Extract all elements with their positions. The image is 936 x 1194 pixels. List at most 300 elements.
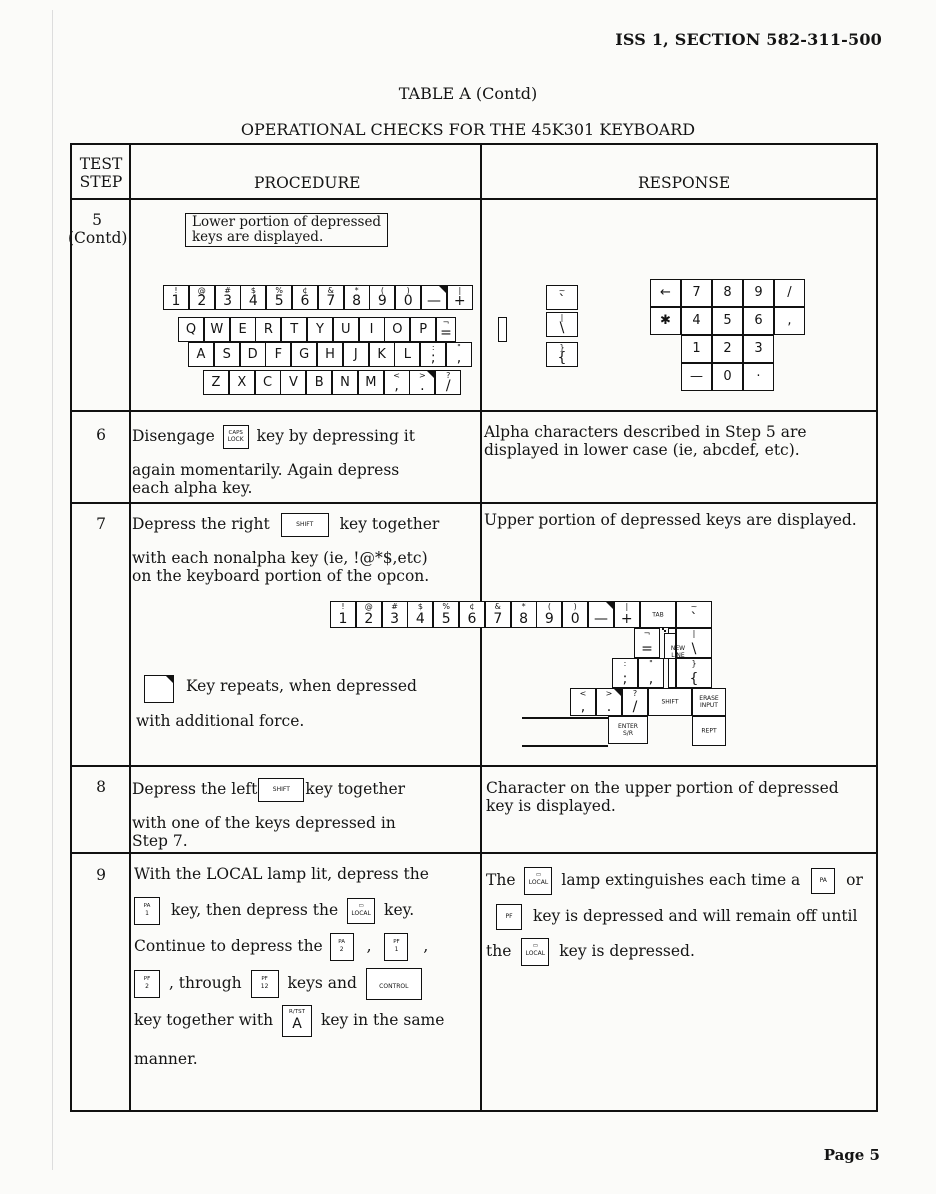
step7-shift-key-label: SHIFT: [661, 698, 679, 706]
step9-procedure-line6: manner.: [134, 1050, 198, 1068]
step7-erase-input-key: [692, 688, 726, 716]
key-a-label: A: [196, 346, 206, 362]
numpad-key-r0-c3: [743, 279, 774, 307]
key-l-label: L: [403, 346, 412, 362]
step7-lt-key-upper: <: [579, 689, 587, 698]
key-p: [410, 317, 436, 342]
step9-response-line2: [496, 901, 857, 931]
key-punct-r3-1-lower: ,: [456, 350, 462, 366]
key-j: [343, 342, 369, 367]
step7-tilde-key-upper: ~: [690, 602, 698, 611]
key-1-lower: 1: [171, 293, 181, 309]
key-8-upper: *: [354, 286, 359, 295]
table-subtitle: OPERATIONAL CHECKS FOR THE 45K301 KEYBOARD: [240, 120, 696, 139]
step7-key-10-upper: ): [573, 602, 577, 611]
step7-key-4: [407, 601, 433, 628]
caps-lock-key-top: CAPS: [228, 430, 243, 436]
key-3: [215, 285, 241, 310]
key-punct-r3-1-upper: ": [457, 343, 461, 352]
key-8-lower: 8: [352, 293, 362, 309]
key-brace-lower: {: [557, 350, 567, 366]
pf2-key-top: PF: [143, 976, 151, 982]
step9-procedure-line5: [134, 1005, 444, 1037]
step8-response: Character on the upper portion of depressed key is displayed.: [486, 779, 839, 815]
col-header-step: TEST STEP: [79, 155, 123, 191]
key-punct-r4-1: [409, 370, 435, 395]
numpad-key-r0-c2-label: 8: [723, 285, 732, 300]
step7-lt-key-lower: ,: [580, 699, 586, 715]
step7-key-7: [485, 601, 511, 628]
key-punct-r4-2-lower: /: [445, 378, 451, 394]
step7-key-6-lower: 6: [467, 611, 477, 627]
numpad-key-r2-c1: [681, 335, 712, 363]
numpad-key-r1-c1: [681, 307, 712, 335]
step9-response-line1: [486, 865, 863, 895]
col-header-procedure: PROCEDURE: [254, 174, 361, 192]
pf1-key-icon: [384, 933, 408, 961]
step7-colon-key-lower: ;: [622, 671, 628, 687]
key-9: [369, 285, 395, 310]
step6-text-before: Disengage: [132, 427, 215, 445]
step8-procedure-rest: with one of the keys depressed in Step 7.: [132, 814, 396, 850]
key-t: [281, 317, 307, 342]
numpad-key-r2-c3: [743, 335, 774, 363]
resp-pa-key-label: PA: [819, 877, 827, 884]
numpad-key-r3-c1-label: —: [690, 369, 703, 384]
table-title: TABLE A (Contd): [398, 84, 538, 103]
operational-checks-table: [70, 143, 878, 1112]
step7-question-key-upper: ?: [632, 689, 638, 698]
pa2-key-bottom: 2: [339, 946, 344, 953]
step7-key-10: [562, 601, 588, 628]
numpad-key-r1-c0-label: ✱: [660, 313, 671, 328]
key-punct-r3-0: [420, 342, 446, 367]
key-i-label: I: [369, 321, 374, 337]
resp-line3-the: the: [486, 942, 512, 960]
key-e: [230, 317, 256, 342]
step7-key-4-upper: $: [417, 602, 423, 611]
step9-procedure-line3: [134, 931, 428, 961]
numpad-key-r0-c1-label: 7: [692, 285, 701, 300]
key-x: [229, 370, 255, 395]
step7-rept-key-label: REPT: [701, 727, 717, 735]
key-v-label: V: [288, 374, 298, 390]
key-z-label: Z: [211, 374, 221, 390]
key-4-lower: 4: [248, 293, 258, 309]
pf12-key-top: PF: [261, 976, 268, 982]
step7-quote-key-upper: ": [649, 659, 653, 668]
key-d-label: D: [247, 346, 258, 362]
step7-key-8-upper: *: [521, 602, 526, 611]
key-u-label: U: [341, 321, 351, 337]
key-g: [291, 342, 317, 367]
step7-key-9-upper: (: [547, 602, 551, 611]
key-10-lower: 0: [403, 293, 413, 309]
step-number-7: 7: [96, 515, 106, 533]
numpad-key-r0-c0: [650, 279, 681, 307]
step7-brace-key: [676, 658, 712, 688]
step7-colon-key: [612, 658, 638, 688]
key-u: [333, 317, 359, 342]
key-tilde: [546, 285, 578, 310]
resp-pf-key-label: PF: [505, 913, 513, 920]
key-punct-r4-0: [384, 370, 410, 395]
step6-text-after: key by depressing it: [256, 427, 415, 445]
key-i: [359, 317, 385, 342]
col-header-response: RESPONSE: [638, 174, 731, 192]
key-t-label: T: [290, 321, 299, 337]
step-number-5: 5 (Contd): [68, 211, 128, 247]
key-6: [292, 285, 318, 310]
pf1-key-top: PF: [393, 939, 400, 945]
step7-quote-key: [638, 658, 664, 688]
key-punct-r4-0-upper: <: [393, 371, 400, 380]
control-key-icon: [366, 968, 422, 1000]
key-d: [240, 342, 266, 367]
key-y-label: Y: [316, 321, 324, 337]
step7-quote-key-lower: ,: [648, 671, 654, 687]
step6-procedure-line1: [132, 425, 415, 449]
step7-tab-key: [640, 601, 676, 628]
step7-key-7-lower: 7: [493, 611, 503, 627]
key-12-lower: +: [453, 293, 466, 309]
resp-local-lamp-icon: ▭: [532, 943, 538, 949]
step7-key-1-upper: !: [341, 602, 345, 611]
step7-gt-key-upper: >: [605, 689, 613, 698]
key-12: [447, 285, 473, 310]
step7-erase-input-key-label: ERASE INPUT: [699, 695, 719, 709]
key-10: [395, 285, 421, 310]
row-rule-8: [72, 852, 876, 854]
local-key-icon: [347, 898, 375, 924]
step7-key-2-upper: @: [364, 602, 373, 611]
key-backslash-lower: \: [559, 320, 565, 336]
key-r: [255, 317, 281, 342]
key-s-label: S: [222, 346, 231, 362]
key-7-upper: &: [327, 286, 334, 295]
right-shift-key-icon: [281, 513, 329, 537]
repeat-legend-line1: Key repeats, when depressed: [186, 677, 417, 695]
step7-key-11: [588, 601, 614, 628]
step9-text-continue: Continue to depress the: [134, 937, 323, 955]
key-n-label: N: [340, 374, 350, 390]
step7-question-key-lower: /: [632, 699, 638, 715]
numpad-key-r1-c2-label: 5: [723, 313, 732, 328]
numpad-key-r3-c3-label: ·: [756, 369, 761, 384]
step7-procedure-line1: [132, 513, 439, 537]
pf12-key-bottom: 12: [260, 983, 269, 990]
step7-gap-key: [664, 630, 666, 632]
numpad-key-r1-c4: [774, 307, 805, 335]
resp-local-key-label: LOCAL: [525, 950, 546, 957]
step7-key-4-lower: 4: [415, 611, 425, 627]
key-n: [332, 370, 358, 395]
caps-lock-key-icon: [223, 425, 249, 449]
step9-text-same: key in the same: [320, 1011, 445, 1029]
key-s: [214, 342, 240, 367]
key-v: [280, 370, 306, 395]
key-7: [318, 285, 344, 310]
numpad-key-r1-c4-label: ,: [787, 313, 792, 328]
step7-equals-key-lower: =: [641, 641, 653, 657]
key-punct-r3-0-lower: ;: [430, 350, 436, 366]
step7-key-6: [459, 601, 485, 628]
key-tilde-upper: ~: [558, 286, 566, 295]
step7-tilde-key: [676, 601, 712, 628]
key-punct-r3-0-upper: :: [431, 343, 435, 352]
step7-brace-key-upper: }: [691, 659, 697, 668]
step9-procedure-line4: [134, 968, 422, 1000]
key-h-label: H: [325, 346, 335, 362]
step7-key-5-upper: %: [442, 602, 450, 611]
key-o: [384, 317, 410, 342]
key-3-upper: #: [224, 286, 231, 295]
key-blank-r2: [498, 317, 507, 342]
key-k: [369, 342, 395, 367]
key-9-upper: (: [380, 286, 384, 295]
step7-lt-key: [570, 688, 596, 716]
numpad-key-r0-c4: [774, 279, 805, 307]
key-backslash: [546, 312, 578, 337]
step8-text-after: key together: [305, 780, 406, 798]
step7-text-before: Depress the right: [132, 515, 270, 533]
step7-key-5: [433, 601, 459, 628]
numpad-key-r3-c3: [743, 363, 774, 391]
step7-enter-key: [608, 716, 648, 744]
pa2-key-top: PA: [338, 939, 346, 945]
repeat-key-legend-icon: [144, 675, 174, 703]
step9-text-keys-and: keys and: [287, 974, 357, 992]
step7-equals-key: [634, 628, 660, 658]
row-rule-7: [72, 765, 876, 767]
key-e-label: E: [238, 321, 247, 337]
key-10-upper: ): [406, 286, 410, 295]
left-shift-key-icon: [258, 778, 304, 802]
step7-key-10-lower: 0: [570, 611, 580, 627]
key-punct-r3-1: [446, 342, 472, 367]
numpad-key-r0-c2: [712, 279, 743, 307]
page-number: Page 5: [823, 1146, 880, 1164]
numpad-key-r0-c3-label: 9: [754, 285, 763, 300]
key-11: [421, 285, 447, 310]
key-z: [203, 370, 229, 395]
step9-text-through: , through: [168, 974, 242, 992]
key-11-lower: —: [427, 293, 441, 309]
key-p-label: P: [419, 321, 428, 337]
resp-line3-end: key is depressed.: [559, 942, 695, 960]
key-5: [266, 285, 292, 310]
pf12-key-icon: [251, 970, 279, 998]
step7-key-3-lower: 3: [390, 611, 400, 627]
comma-1: ,: [366, 937, 372, 955]
row-rule-5: [72, 410, 876, 412]
step9-text-key-end: key.: [384, 901, 415, 919]
key-x-label: X: [237, 374, 247, 390]
step9-text-key-together: key together with: [134, 1011, 274, 1029]
local-lamp-symbol-icon: ▭: [535, 872, 542, 878]
key-equals-upper: ¬: [442, 318, 450, 327]
key-f-label: F: [274, 346, 283, 362]
step7-backslash-key-upper: |: [692, 629, 696, 638]
step7-key-11-lower: —: [594, 611, 608, 627]
comma-2: ,: [423, 937, 429, 955]
step7-equals-key-upper: ¬: [643, 629, 651, 638]
local-lamp-icon: ▭: [358, 903, 364, 909]
step7-key-2: [356, 601, 382, 628]
step7-key-7-upper: &: [494, 602, 501, 611]
resp-the: The: [486, 871, 516, 889]
step7-spacebar-edge: [522, 717, 608, 719]
key-c: [255, 370, 281, 395]
key-1: [163, 285, 189, 310]
key-punct-r4-0-lower: ,: [394, 378, 399, 394]
key-12-upper: |: [458, 286, 462, 295]
key-2-lower: 2: [197, 293, 207, 309]
key-r-label: R: [263, 321, 273, 337]
pa1-key-bottom: 1: [145, 910, 149, 917]
section-header: ISS 1, SECTION 582-311-500: [615, 30, 882, 49]
step7-question-key: [622, 688, 648, 716]
local-key-label: LOCAL: [351, 910, 371, 917]
key-9-lower: 9: [377, 293, 387, 309]
step8-procedure-line1: [132, 778, 405, 802]
step7-tab-key-label: TAB: [652, 611, 664, 618]
control-key-label: CONTROL: [379, 983, 409, 990]
row-rule-6: [72, 502, 876, 504]
key-8: [344, 285, 370, 310]
step7-gt-key: [596, 688, 622, 716]
key-g-label: G: [299, 346, 310, 362]
repeat-legend-line2: with additional force.: [136, 712, 305, 730]
step7-rept-key: [692, 716, 726, 746]
step8-text-before: Depress the left: [132, 780, 258, 798]
step7-colon-key-upper: :: [623, 659, 627, 668]
numpad-key-r0-c4-label: /: [787, 285, 792, 300]
numpad-key-r3-c1: [681, 363, 712, 391]
step6-procedure-rest: again momentarily. Again depress each alpha key.: [132, 461, 400, 497]
key-equals-lower: =: [440, 325, 452, 341]
resp-local-key-icon: [521, 938, 549, 966]
step7-new-line-label: NEW LINE: [670, 645, 686, 659]
key-q-label: Q: [185, 321, 197, 337]
key-6-lower: 6: [300, 293, 310, 309]
step7-backslash-key-lower: \: [691, 641, 697, 657]
numpad-key-r1-c3-label: 6: [754, 313, 763, 328]
col-divider-step: [129, 145, 131, 1110]
numpad-key-r3-c2: [712, 363, 743, 391]
step9-response-line3: [486, 936, 695, 966]
key-w: [204, 317, 230, 342]
resp-pf-key-icon: [496, 904, 522, 930]
step7-brace-key-lower: {: [689, 671, 699, 687]
key-punct-r4-1-upper: >: [419, 371, 426, 380]
key-l: [394, 342, 420, 367]
step6-response: Alpha characters described in Step 5 are displayed in lower case (ie, abcdef, etc).: [484, 423, 807, 459]
resp-lamp-text: lamp extinguishes each time a: [561, 871, 801, 889]
step-number-9: 9: [96, 866, 106, 884]
key-b-label: B: [314, 374, 324, 390]
step7-key-3: [382, 601, 408, 628]
step7-response: Upper portion of depressed keys are displayed.: [484, 511, 857, 529]
right-shift-key-label: SHIFT: [296, 521, 314, 528]
key-2-upper: @: [197, 286, 206, 295]
key-6-upper: ¢: [302, 286, 308, 295]
step7-key-9: [536, 601, 562, 628]
key-w-label: W: [210, 321, 224, 337]
key-punct-r4-2-upper: ?: [446, 371, 451, 380]
numpad-key-r2-c2: [712, 335, 743, 363]
pf2-key-bottom: 2: [145, 983, 149, 990]
pf2-key-icon: [134, 970, 160, 998]
key-punct-r4-2: [435, 370, 461, 395]
resp-or: or: [846, 871, 863, 889]
key-4: [240, 285, 266, 310]
numpad-key-r1-c3: [743, 307, 774, 335]
key-m: [358, 370, 384, 395]
numpad-key-r0-c0-label: ←: [660, 285, 671, 300]
key-f: [265, 342, 291, 367]
key-5-lower: 5: [274, 293, 284, 309]
numpad-key-r1-c1-label: 4: [692, 313, 701, 328]
key-a: [188, 342, 214, 367]
step7-procedure-rest: with each nonalpha key (ie, !@*$,etc) on the keyboard portion of the opcon.: [132, 549, 430, 585]
step7-key-8-lower: 8: [519, 611, 529, 627]
rtst-a-key-icon: [282, 1005, 312, 1037]
numpad-key-r2-c2-label: 2: [723, 341, 732, 356]
scan-margin-line: [52, 10, 53, 1170]
step9-procedure-line1: With the LOCAL lamp lit, depress the: [134, 865, 429, 883]
numpad-key-r0-c1: [681, 279, 712, 307]
step7-shift-key: [648, 688, 692, 716]
step7-key-12-lower: +: [620, 611, 633, 627]
numpad-key-r1-c0: [650, 307, 681, 335]
numpad-key-r1-c2: [712, 307, 743, 335]
local-lamp-key-label: LOCAL: [528, 879, 549, 886]
key-4-upper: $: [250, 286, 256, 295]
step7-key-2-lower: 2: [364, 611, 374, 627]
step9-procedure-line2: [134, 895, 414, 925]
key-2: [189, 285, 215, 310]
key-7-lower: 7: [326, 293, 336, 309]
key-m-label: M: [365, 374, 377, 390]
key-c-label: C: [263, 374, 273, 390]
local-lamp-key-icon: [524, 867, 552, 895]
key-equals: [436, 317, 456, 342]
pa2-key-icon: [330, 933, 354, 961]
resp-line2-text: key is depressed and will remain off until: [532, 907, 858, 925]
key-punct-r4-1-lower: .: [420, 378, 425, 394]
rtst-a-key-top: R/TST: [289, 1009, 305, 1015]
key-k-label: K: [377, 346, 386, 362]
step7-key-6-upper: ¢: [469, 602, 475, 611]
resp-pa-key-icon: [811, 868, 835, 894]
key-backslash-upper: |: [560, 313, 564, 322]
key-o-label: O: [392, 321, 403, 337]
step7-key-3-upper: #: [391, 602, 398, 611]
step7-enter-key-label: ENTER S/R: [618, 723, 638, 737]
step7-key-12-upper: |: [625, 602, 629, 611]
step7-key-12: [614, 601, 640, 628]
key-3-lower: 3: [223, 293, 233, 309]
step9-text-key-then: key, then depress the: [170, 901, 339, 919]
rtst-a-key-bottom: A: [292, 1016, 302, 1032]
pf1-key-bottom: 1: [394, 946, 399, 953]
key-h: [317, 342, 343, 367]
step7-key-5-lower: 5: [441, 611, 451, 627]
step-number-6: 6: [96, 426, 106, 444]
step-number-8: 8: [96, 778, 106, 796]
numpad-key-r2-c3-label: 3: [754, 341, 763, 356]
